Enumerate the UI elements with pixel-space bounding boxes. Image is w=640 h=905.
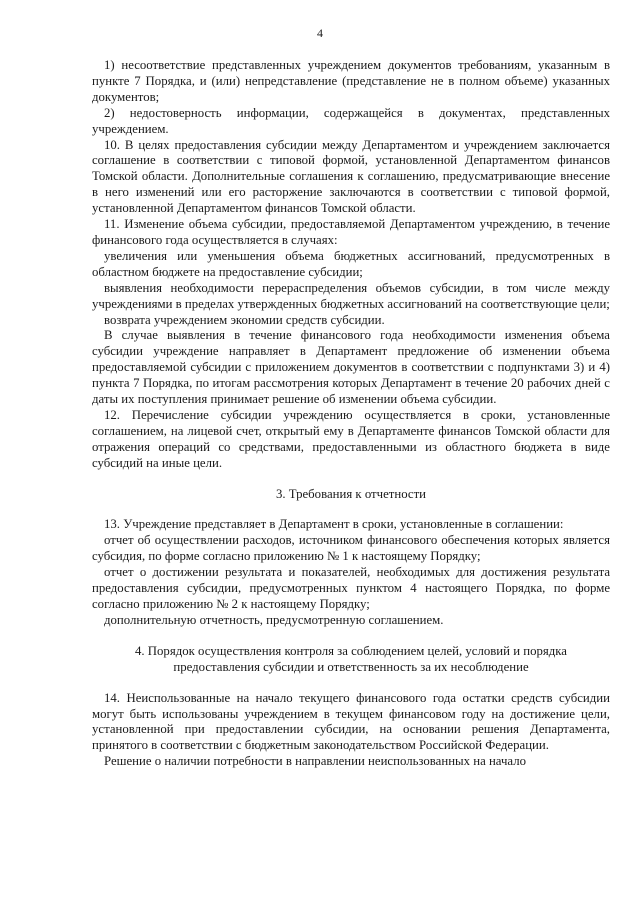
paragraph-14: 14. Неиспользованные на начало текущего финансового года остатки средств субсидии могут быть использованы учреждением в текущем финансовом году на достижение цели, установленной при предоставлении субсидии, на основании решения Департамента, принятого в соответствии с бюджетным законодательством Российской Федерации. — [92, 690, 610, 753]
paragraph-12: 12. Перечисление субсидии учреждению осуществляется в сроки, установленные соглашением, на лицевой счет, открытый ему в Департаменте финансов Томской области для отражения операций со средствами, предоставленными из областного бюджета в виде субсидий на иные цели. — [92, 407, 610, 470]
paragraph-11: 11. Изменение объема субсидии, предоставляемой Департаментом учреждению, в течение финансового года осуществляется в случаях: — [92, 217, 610, 247]
paragraph-13-report-1: отчет об осуществлении расходов, источником финансового обеспечения которых является субсидия, по форме согласно приложению № 1 к настоящему Порядку; — [92, 533, 610, 564]
paragraph-clause-2: 2) недостоверность информации, содержащейся в документах, представленных учреждением. — [92, 105, 610, 136]
page-number: 4 — [317, 26, 323, 40]
paragraph-11-case-2: выявления необходимости перераспределения объемов субсидии, в том числе между учреждениями в пределах утвержденных бюджетных ассигнований на соответствующие цели; — [92, 280, 610, 311]
paragraph-clause-1: 1) несоответствие представленных учреждением документов требованиям, указанным в пункте 7 Порядка, и (или) непредставление (представление не в полном объеме) указанных документов; — [92, 58, 610, 104]
paragraph-11-case-1: увеличения или уменьшения объема бюджетных ассигнований, предусмотренных в областном бюджете на предоставление субсидии; — [92, 248, 610, 279]
section-3-heading: 3. Требования к отчетности — [275, 486, 427, 501]
paragraph-13-report-2: отчет о достижении результата и показателей, необходимых для достижения результата предоставления субсидии, предусмотренных пунктом 4 настоящего Порядка, по форме согласно приложению № 2 к настоящему Порядку; — [92, 565, 610, 611]
document-body — [92, 58, 610, 770]
paragraph-11-case-3: возврата учреждением экономии средств субсидии. — [104, 312, 385, 327]
paragraph-11-procedure: В случае выявления в течение финансового года необходимости изменения объема субсидии учреждение направляет в Департамент предложение об изменении объема предоставляемой субсидии с приложением документов в соответствии с подпунктами 3) и 4) пункта 7 Порядка, по итогам рассмотрения которых Департамент в течение 20 рабочих дней с даты их поступления принимает решение об изменении объема субсидии. — [92, 328, 610, 407]
section-4-heading: 4. Порядок осуществления контроля за соблюдением целей, условий и порядка предоставления субсидии и ответственность за их несоблюдение — [135, 643, 567, 674]
paragraph-10: 10. В целях предоставления субсидии между Департаментом и учреждением заключается соглашение в соответствии с типовой формой, установленной Департаментом финансов Томской области. Дополнительные соглашения к соглашению, предусматривающие внесение в него изменений или его расторжение заключаются в соответствии с типовой формой, установленной Департаментом финансов Томской области. — [92, 137, 610, 216]
paragraph-13-report-3: дополнительную отчетность, предусмотренную соглашением. — [104, 612, 444, 627]
paragraph-13: 13. Учреждение представляет в Департамент в сроки, установленные в соглашении: — [104, 517, 564, 532]
paragraph-14-decision: Решение о наличии потребности в направлении неиспользованных на начало — [104, 754, 526, 769]
